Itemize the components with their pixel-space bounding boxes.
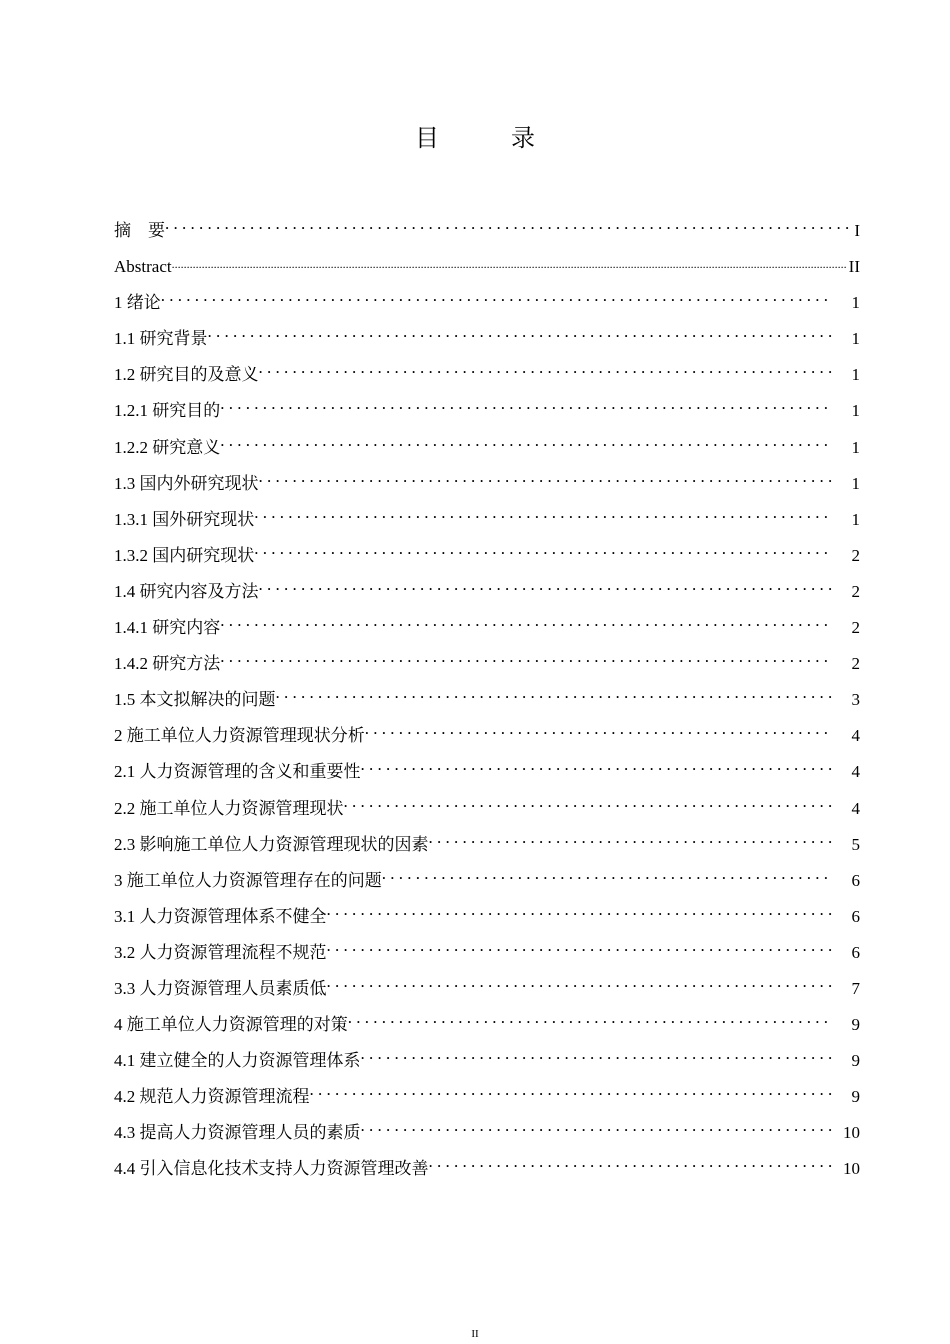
dot-leader bbox=[208, 320, 833, 344]
dot-leader bbox=[310, 1078, 833, 1102]
toc-entry[interactable] bbox=[114, 501, 860, 537]
toc-entry[interactable] bbox=[114, 1150, 860, 1186]
toc-entry-page-number: II bbox=[848, 257, 860, 277]
dot-leader bbox=[220, 392, 832, 416]
toc-entry-label: 1.3.2 国内研究现状 bbox=[114, 545, 255, 565]
dot-leader bbox=[254, 537, 832, 561]
toc-entry-label: 4.4 引入信息化技术支持人力资源管理改善 bbox=[114, 1159, 429, 1179]
dot-leader bbox=[361, 753, 833, 777]
toc-entry[interactable] bbox=[114, 898, 860, 934]
toc-entry[interactable] bbox=[114, 609, 860, 645]
toc-entry[interactable] bbox=[114, 1006, 860, 1042]
dot-leader bbox=[259, 465, 833, 489]
toc-entry[interactable] bbox=[114, 717, 860, 753]
toc-entry[interactable] bbox=[114, 248, 860, 284]
toc-entry-label: 2.3 影响施工单位人力资源管理现状的因素 bbox=[114, 834, 429, 854]
dot-leader bbox=[382, 862, 832, 886]
dot-leader bbox=[165, 212, 852, 236]
toc-entry-page-number: 4 bbox=[851, 762, 860, 782]
toc-entry-page-number: 3 bbox=[851, 690, 860, 710]
dot-leader bbox=[276, 681, 833, 705]
toc-entry[interactable] bbox=[114, 212, 860, 248]
toc-entry-page-number: 6 bbox=[851, 870, 860, 890]
toc-entry-page-number: 6 bbox=[851, 906, 860, 926]
toc-entry-page-number: 1 bbox=[851, 293, 860, 313]
toc-entry-label: 3 施工单位人力资源管理存在的问题 bbox=[114, 870, 382, 890]
toc-entry-page-number: 2 bbox=[851, 545, 860, 565]
toc-entry[interactable] bbox=[114, 356, 860, 392]
dot-leader bbox=[259, 573, 833, 597]
toc-entry-page-number: 1 bbox=[851, 509, 860, 529]
toc-entry-label: 1.3 国内外研究现状 bbox=[114, 473, 259, 493]
toc-entry[interactable] bbox=[114, 465, 860, 501]
toc-entry-page-number: 6 bbox=[851, 942, 860, 962]
dot-leader bbox=[259, 356, 833, 380]
toc-entry-label: 1.5 本文拟解决的问题 bbox=[114, 690, 276, 710]
toc-entry-page-number: 1 bbox=[851, 329, 860, 349]
dot-leader bbox=[220, 645, 832, 669]
toc-entry-page-number: 1 bbox=[851, 401, 860, 421]
toc-entry-label: 3.2 人力资源管理流程不规范 bbox=[114, 942, 327, 962]
dot-leader bbox=[172, 248, 847, 272]
toc-title: 目 录 bbox=[415, 124, 559, 152]
toc-entry-label: 4.1 建立健全的人力资源管理体系 bbox=[114, 1051, 361, 1071]
toc-entry[interactable] bbox=[114, 934, 860, 970]
toc-entry-page-number: 2 bbox=[851, 581, 860, 601]
toc-entry-label: 1.2.2 研究意义 bbox=[114, 437, 221, 457]
toc-entry[interactable] bbox=[114, 429, 860, 465]
dot-leader bbox=[220, 609, 832, 633]
dot-leader bbox=[429, 826, 833, 850]
toc-entry-page-number: 1 bbox=[851, 437, 860, 457]
dot-leader bbox=[327, 970, 833, 994]
toc-entry-page-number: 5 bbox=[851, 834, 860, 854]
toc-entry-page-number: 2 bbox=[851, 654, 860, 674]
dot-leader bbox=[344, 790, 833, 814]
toc-entry[interactable] bbox=[114, 1042, 860, 1078]
toc-entry[interactable] bbox=[114, 320, 860, 356]
toc-entry-label: 3.1 人力资源管理体系不健全 bbox=[114, 906, 327, 926]
dot-leader bbox=[361, 1042, 833, 1066]
toc-entry[interactable] bbox=[114, 790, 860, 826]
toc-entry-page-number: 7 bbox=[851, 978, 860, 998]
dot-leader bbox=[220, 429, 832, 453]
toc-entry[interactable] bbox=[114, 826, 860, 862]
toc-entry-page-number: 10 bbox=[843, 1159, 860, 1179]
toc-entry-label: 1.4 研究内容及方法 bbox=[114, 581, 259, 601]
toc-entry-page-number: 2 bbox=[851, 618, 860, 638]
dot-leader bbox=[361, 1114, 833, 1138]
toc-entry[interactable] bbox=[114, 681, 860, 717]
toc-entry[interactable] bbox=[114, 537, 860, 573]
toc-entry[interactable] bbox=[114, 284, 860, 320]
toc-entry-page-number: 10 bbox=[843, 1123, 860, 1143]
toc-entry[interactable] bbox=[114, 1078, 860, 1114]
page-number-footer: II bbox=[471, 1328, 479, 1340]
toc-entry-label: 4.2 规范人力资源管理流程 bbox=[114, 1087, 310, 1107]
toc-entry[interactable] bbox=[114, 970, 860, 1006]
dot-leader bbox=[327, 934, 833, 958]
toc-entry-label: 1.4.1 研究内容 bbox=[114, 618, 221, 638]
toc-entry-page-number: 1 bbox=[851, 473, 860, 493]
table-of-contents bbox=[114, 212, 860, 1187]
toc-entry-label: 2.2 施工单位人力资源管理现状 bbox=[114, 798, 344, 818]
toc-entry-label: 摘 要 bbox=[114, 221, 165, 240]
toc-entry-label: 1.2.1 研究目的 bbox=[114, 401, 221, 421]
toc-entry-label: 1.4.2 研究方法 bbox=[114, 654, 221, 674]
toc-entry-page-number: 9 bbox=[851, 1015, 860, 1035]
toc-entry[interactable] bbox=[114, 573, 860, 609]
dot-leader bbox=[254, 501, 832, 525]
dot-leader bbox=[348, 1006, 832, 1030]
toc-entry-label: Abstract bbox=[114, 257, 172, 277]
toc-entry-label: 1.1 研究背景 bbox=[114, 329, 208, 349]
toc-entry-page-number: 9 bbox=[851, 1051, 860, 1071]
toc-entry[interactable] bbox=[114, 862, 860, 898]
toc-entry[interactable] bbox=[114, 753, 860, 789]
toc-entry-label: 4 施工单位人力资源管理的对策 bbox=[114, 1015, 348, 1035]
dot-leader bbox=[161, 284, 832, 308]
toc-entry-label: 4.3 提高人力资源管理人员的素质 bbox=[114, 1123, 361, 1143]
toc-entry-label: 2.1 人力资源管理的含义和重要性 bbox=[114, 762, 361, 782]
dot-leader bbox=[429, 1150, 833, 1174]
toc-entry[interactable] bbox=[114, 1114, 860, 1150]
dot-leader bbox=[327, 898, 833, 922]
toc-entry-label: 2 施工单位人力资源管理现状分析 bbox=[114, 726, 365, 746]
toc-entry-label: 3.3 人力资源管理人员素质低 bbox=[114, 978, 327, 998]
toc-entry-page-number: 4 bbox=[851, 726, 860, 746]
toc-entry[interactable] bbox=[114, 392, 860, 428]
toc-entry[interactable] bbox=[114, 645, 860, 681]
dot-leader bbox=[365, 717, 832, 741]
toc-entry-page-number: 4 bbox=[851, 798, 860, 818]
toc-entry-page-number: I bbox=[854, 221, 860, 240]
toc-entry-page-number: 1 bbox=[851, 365, 860, 385]
toc-entry-label: 1.3.1 国外研究现状 bbox=[114, 509, 255, 529]
toc-entry-label: 1 绪论 bbox=[114, 293, 161, 313]
toc-entry-page-number: 9 bbox=[851, 1087, 860, 1107]
toc-entry-label: 1.2 研究目的及意义 bbox=[114, 365, 259, 385]
